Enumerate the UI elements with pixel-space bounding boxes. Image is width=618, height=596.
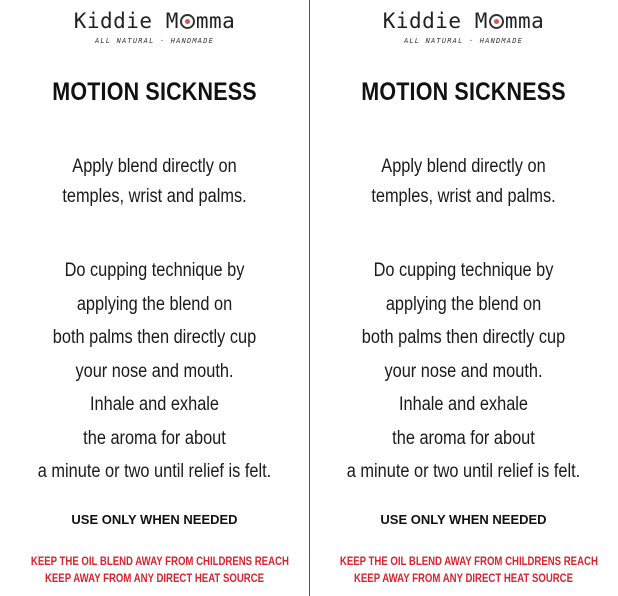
warning-block (30, 553, 289, 587)
warning-line: KEEP THE OIL BLEND AWAY FROM CHILDRENS REACH (30, 554, 289, 568)
text-line: Apply blend directly on (72, 156, 237, 177)
text-line: applying the blend on (385, 293, 542, 315)
text-line: both palms then directly cup (52, 327, 257, 348)
text-line: temples, wrist and palms. (371, 186, 556, 207)
text-line: your nose and mouth. (75, 360, 234, 382)
brand-tagline: ALL NATURAL · HANDMADE (403, 37, 524, 45)
text-line: temples, wrist and palms. (62, 186, 247, 207)
brand-name-end: mma (195, 9, 236, 33)
warning-line: KEEP THE OIL BLEND AWAY FROM CHILDRENS REACH (339, 554, 598, 568)
brand-logo (0, 6, 309, 56)
warning-line: KEEP AWAY FROM ANY DIRECT HEAT SOURCE (353, 571, 574, 585)
brand-name-start: Kiddie M (382, 9, 488, 33)
use-note: USE ONLY WHEN NEEDED (380, 512, 547, 527)
instructions-apply (331, 152, 597, 212)
label-title: MOTION SICKNESS (52, 78, 257, 106)
text-line: applying the blend on (76, 293, 233, 315)
text-line: a minute or two until relief is felt. (346, 461, 581, 482)
text-line: a minute or two until relief is felt. (37, 461, 272, 482)
text-line: the aroma for about (392, 427, 535, 449)
use-note: USE ONLY WHEN NEEDED (71, 512, 238, 527)
brand-name-end: mma (504, 9, 545, 33)
brand-logo (309, 6, 618, 56)
text-line: both palms then directly cup (361, 327, 566, 348)
instructions-cupping (22, 254, 288, 489)
label-title: MOTION SICKNESS (361, 78, 566, 106)
brand-tagline: ALL NATURAL · HANDMADE (94, 37, 215, 45)
text-line: Inhale and exhale (398, 394, 528, 415)
instructions-apply (22, 152, 288, 212)
text-line: Do cupping technique by (64, 260, 245, 281)
text-line: Inhale and exhale (89, 394, 220, 415)
warning-block (339, 553, 598, 587)
flower-o-icon (180, 14, 195, 29)
warning-line: KEEP AWAY FROM ANY DIRECT HEAT SOURCE (44, 571, 265, 585)
instructions-cupping (331, 254, 597, 489)
flower-o-icon (489, 14, 504, 29)
text-line: Apply blend directly on (381, 156, 546, 177)
text-line: your nose and mouth. (384, 360, 543, 382)
brand-name (309, 6, 618, 36)
label-card-right (309, 0, 618, 596)
text-line: the aroma for about (83, 427, 226, 449)
brand-name-start: Kiddie M (73, 9, 179, 33)
brand-name (0, 6, 309, 36)
text-line: Do cupping technique by (373, 260, 554, 281)
